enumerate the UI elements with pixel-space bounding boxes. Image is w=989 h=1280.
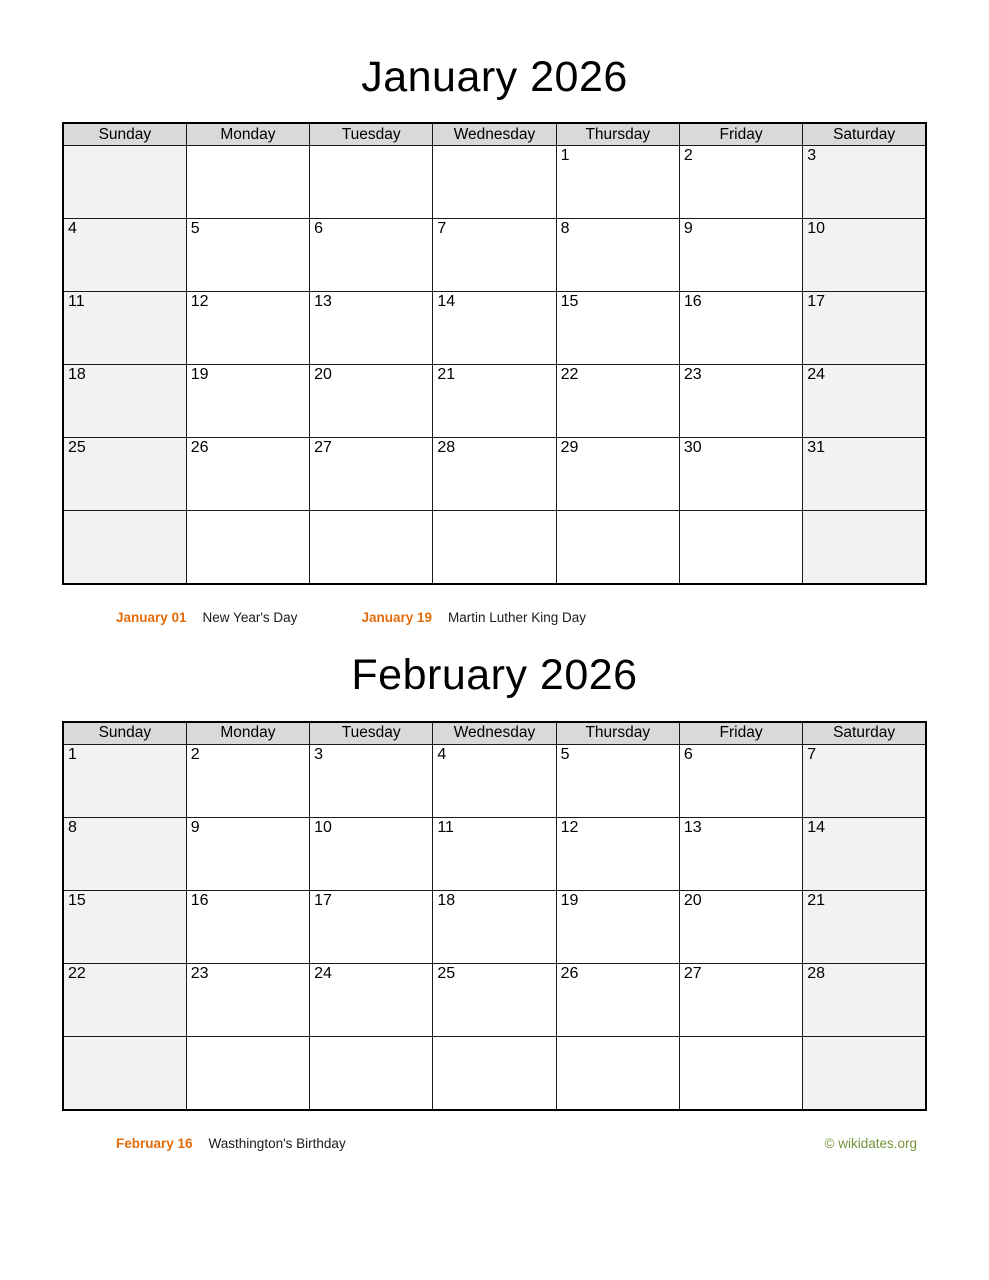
day-number: 17 — [807, 293, 825, 311]
day-number: 5 — [190, 220, 200, 238]
calendar-empty-cell — [310, 146, 433, 219]
day-number: 27 — [683, 964, 702, 982]
weekday-header-monday: Monday — [186, 123, 309, 146]
holiday-item — [361, 610, 586, 626]
calendar-empty-cell — [433, 1036, 556, 1110]
day-number: 14 — [437, 293, 456, 311]
day-number: 8 — [560, 220, 570, 238]
calendar-header-row — [63, 123, 926, 146]
day-number: 21 — [807, 891, 825, 909]
weekday-header-tuesday: Tuesday — [310, 123, 433, 146]
day-number: 20 — [683, 891, 702, 909]
day-number: 7 — [437, 220, 447, 238]
calendar-page — [62, 0, 927, 1152]
weekday-header-friday: Friday — [679, 722, 802, 745]
calendar-day-cell-27 — [679, 963, 802, 1036]
calendar-empty-cell — [63, 511, 186, 585]
calendar-day-cell-17 — [803, 292, 926, 365]
day-number: 24 — [807, 366, 825, 384]
day-number: 28 — [437, 439, 456, 457]
calendar-empty-cell — [679, 1036, 802, 1110]
calendar-day-cell-5 — [556, 744, 679, 817]
day-number: 10 — [314, 818, 332, 836]
calendar-day-cell-4 — [433, 744, 556, 817]
month-title: January 2026 — [361, 53, 628, 101]
calendar-day-cell-23 — [186, 963, 309, 1036]
calendar-day-cell-17 — [310, 890, 433, 963]
calendar-day-cell-8 — [556, 219, 679, 292]
calendar-day-cell-7 — [803, 744, 926, 817]
day-number: 25 — [68, 439, 86, 457]
day-number: 11 — [68, 293, 85, 311]
calendar-day-cell-3 — [803, 146, 926, 219]
calendar-day-cell-6 — [310, 219, 433, 292]
calendar-day-cell-21 — [803, 890, 926, 963]
calendar-day-cell-16 — [186, 890, 309, 963]
calendar-day-cell-20 — [310, 365, 433, 438]
calendar-empty-cell — [310, 511, 433, 585]
calendar-day-cell-24 — [310, 963, 433, 1036]
weekday-header-thursday: Thursday — [556, 722, 679, 745]
holiday-item — [116, 610, 297, 626]
calendar-week-row — [63, 438, 926, 511]
calendar-day-cell-2 — [186, 744, 309, 817]
calendar-week-row — [63, 744, 926, 817]
day-number: 8 — [68, 818, 77, 836]
day-number: 24 — [314, 964, 332, 982]
day-number: 21 — [437, 366, 456, 384]
day-number: 18 — [437, 891, 456, 909]
day-number: 14 — [807, 818, 825, 836]
day-number: 18 — [68, 366, 86, 384]
day-number: 4 — [437, 745, 447, 763]
calendar-day-cell-4 — [63, 219, 186, 292]
calendar-body — [63, 146, 926, 585]
calendar-day-cell-5 — [186, 219, 309, 292]
day-number: 20 — [314, 366, 332, 384]
holiday-date: January 19 — [361, 610, 432, 626]
calendar-day-cell-1 — [63, 744, 186, 817]
calendar-day-cell-3 — [310, 744, 433, 817]
calendar-week-row — [63, 963, 926, 1036]
day-number: 2 — [190, 745, 200, 763]
calendar-table-february-2026 — [62, 721, 927, 1111]
calendar-day-cell-8 — [63, 817, 186, 890]
calendar-day-cell-31 — [803, 438, 926, 511]
calendar-day-cell-25 — [63, 438, 186, 511]
day-number: 12 — [560, 818, 579, 836]
calendar-day-cell-19 — [556, 890, 679, 963]
calendar-day-cell-24 — [803, 365, 926, 438]
month-footer — [62, 610, 927, 626]
day-number: 25 — [437, 964, 456, 982]
calendar-week-row — [63, 511, 926, 585]
day-number: 23 — [190, 964, 209, 982]
calendar-day-cell-21 — [433, 365, 556, 438]
month-title: February 2026 — [351, 651, 638, 700]
day-number: 22 — [560, 366, 579, 384]
copyright-text: © wikidates.org — [824, 1135, 917, 1151]
holiday-row — [62, 610, 586, 626]
holiday-date: February 16 — [116, 1135, 193, 1151]
calendar-day-cell-18 — [63, 365, 186, 438]
calendar-day-cell-22 — [556, 365, 679, 438]
holiday-item — [116, 1136, 346, 1152]
calendar-week-row — [63, 219, 926, 292]
calendar-header-row — [63, 722, 926, 745]
calendar-table-january-2026 — [62, 122, 927, 585]
calendar-day-cell-16 — [679, 292, 802, 365]
calendar-week-row — [63, 292, 926, 365]
weekday-header-monday: Monday — [186, 722, 309, 745]
calendar-week-row — [63, 1036, 926, 1110]
day-number: 6 — [314, 220, 323, 238]
weekday-header-sunday: Sunday — [63, 722, 186, 745]
calendar-day-cell-2 — [679, 146, 802, 219]
month-section-january-2026 — [62, 0, 927, 626]
weekday-header-sunday: Sunday — [63, 123, 186, 146]
calendar-empty-cell — [433, 146, 556, 219]
weekday-header-saturday: Saturday — [803, 722, 926, 745]
calendar-day-cell-1 — [556, 146, 679, 219]
holiday-date: January 01 — [116, 610, 187, 626]
calendar-empty-cell — [556, 511, 679, 585]
month-footer — [62, 1136, 927, 1152]
calendar-body — [63, 744, 926, 1110]
weekday-header-row — [63, 722, 926, 745]
calendar-day-cell-15 — [63, 890, 186, 963]
calendar-empty-cell — [803, 1036, 926, 1110]
calendar-day-cell-14 — [433, 292, 556, 365]
calendar-day-cell-27 — [310, 438, 433, 511]
calendar-day-cell-29 — [556, 438, 679, 511]
weekday-header-friday: Friday — [679, 123, 802, 146]
calendar-week-row — [63, 890, 926, 963]
calendar-empty-cell — [433, 511, 556, 585]
day-number: 9 — [190, 818, 200, 836]
calendar-empty-cell — [679, 511, 802, 585]
day-number: 1 — [68, 745, 77, 763]
day-number: 26 — [190, 439, 209, 457]
calendar-day-cell-11 — [433, 817, 556, 890]
calendar-empty-cell — [186, 1036, 309, 1110]
day-number: 5 — [560, 745, 570, 763]
calendar-empty-cell — [63, 146, 186, 219]
weekday-header-saturday: Saturday — [803, 123, 926, 146]
calendar-day-cell-28 — [433, 438, 556, 511]
calendar-day-cell-28 — [803, 963, 926, 1036]
month-section-february-2026 — [62, 626, 927, 1151]
day-number: 15 — [560, 293, 579, 311]
day-number: 6 — [683, 745, 693, 763]
calendar-day-cell-30 — [679, 438, 802, 511]
day-number: 12 — [190, 293, 209, 311]
day-number: 31 — [807, 439, 825, 457]
weekday-header-row — [63, 123, 926, 146]
day-number: 28 — [807, 964, 825, 982]
holiday-name: New Year's Day — [202, 610, 298, 626]
day-number: 3 — [807, 147, 817, 165]
calendar-week-row — [63, 146, 926, 219]
weekday-header-wednesday: Wednesday — [433, 722, 556, 745]
day-number: 3 — [314, 745, 323, 763]
calendar-day-cell-12 — [556, 817, 679, 890]
calendar-day-cell-14 — [803, 817, 926, 890]
day-number: 30 — [683, 439, 702, 457]
calendar-day-cell-22 — [63, 963, 186, 1036]
calendar-week-row — [63, 817, 926, 890]
weekday-header-tuesday: Tuesday — [310, 722, 433, 745]
calendar-day-cell-15 — [556, 292, 679, 365]
calendar-day-cell-19 — [186, 365, 309, 438]
calendar-empty-cell — [310, 1036, 433, 1110]
day-number: 23 — [683, 366, 702, 384]
day-number: 16 — [683, 293, 702, 311]
holiday-name: Wasthington's Birthday — [208, 1135, 346, 1151]
day-number: 13 — [314, 293, 332, 311]
calendar-day-cell-6 — [679, 744, 802, 817]
day-number: 7 — [807, 745, 817, 763]
day-number: 17 — [314, 891, 332, 909]
calendar-day-cell-12 — [186, 292, 309, 365]
weekday-header-thursday: Thursday — [556, 123, 679, 146]
calendar-day-cell-10 — [803, 219, 926, 292]
calendar-day-cell-25 — [433, 963, 556, 1036]
day-number: 9 — [683, 220, 693, 238]
calendar-day-cell-7 — [433, 219, 556, 292]
holiday-name: Martin Luther King Day — [447, 610, 587, 626]
calendar-empty-cell — [63, 1036, 186, 1110]
calendar-week-row — [63, 365, 926, 438]
day-number: 1 — [560, 147, 570, 165]
calendar-day-cell-23 — [679, 365, 802, 438]
calendar-day-cell-20 — [679, 890, 802, 963]
calendar-day-cell-9 — [186, 817, 309, 890]
day-number: 27 — [314, 439, 332, 457]
calendar-day-cell-10 — [310, 817, 433, 890]
calendar-day-cell-11 — [63, 292, 186, 365]
day-number: 26 — [560, 964, 579, 982]
day-number: 19 — [560, 891, 579, 909]
calendar-day-cell-26 — [556, 963, 679, 1036]
day-number: 15 — [68, 891, 86, 909]
day-number: 11 — [437, 818, 454, 836]
day-number: 4 — [68, 220, 77, 238]
day-number: 16 — [190, 891, 209, 909]
calendar-empty-cell — [186, 511, 309, 585]
calendar-empty-cell — [186, 146, 309, 219]
day-number: 19 — [190, 366, 209, 384]
calendar-day-cell-13 — [679, 817, 802, 890]
day-number: 22 — [68, 964, 86, 982]
holiday-row — [62, 1136, 346, 1152]
weekday-header-wednesday: Wednesday — [433, 123, 556, 146]
day-number: 29 — [560, 439, 579, 457]
calendar-day-cell-9 — [679, 219, 802, 292]
day-number: 10 — [807, 220, 825, 238]
calendar-empty-cell — [803, 511, 926, 585]
calendar-day-cell-18 — [433, 890, 556, 963]
day-number: 2 — [683, 147, 693, 165]
calendar-day-cell-13 — [310, 292, 433, 365]
calendar-day-cell-26 — [186, 438, 309, 511]
day-number: 13 — [683, 818, 702, 836]
calendar-empty-cell — [556, 1036, 679, 1110]
